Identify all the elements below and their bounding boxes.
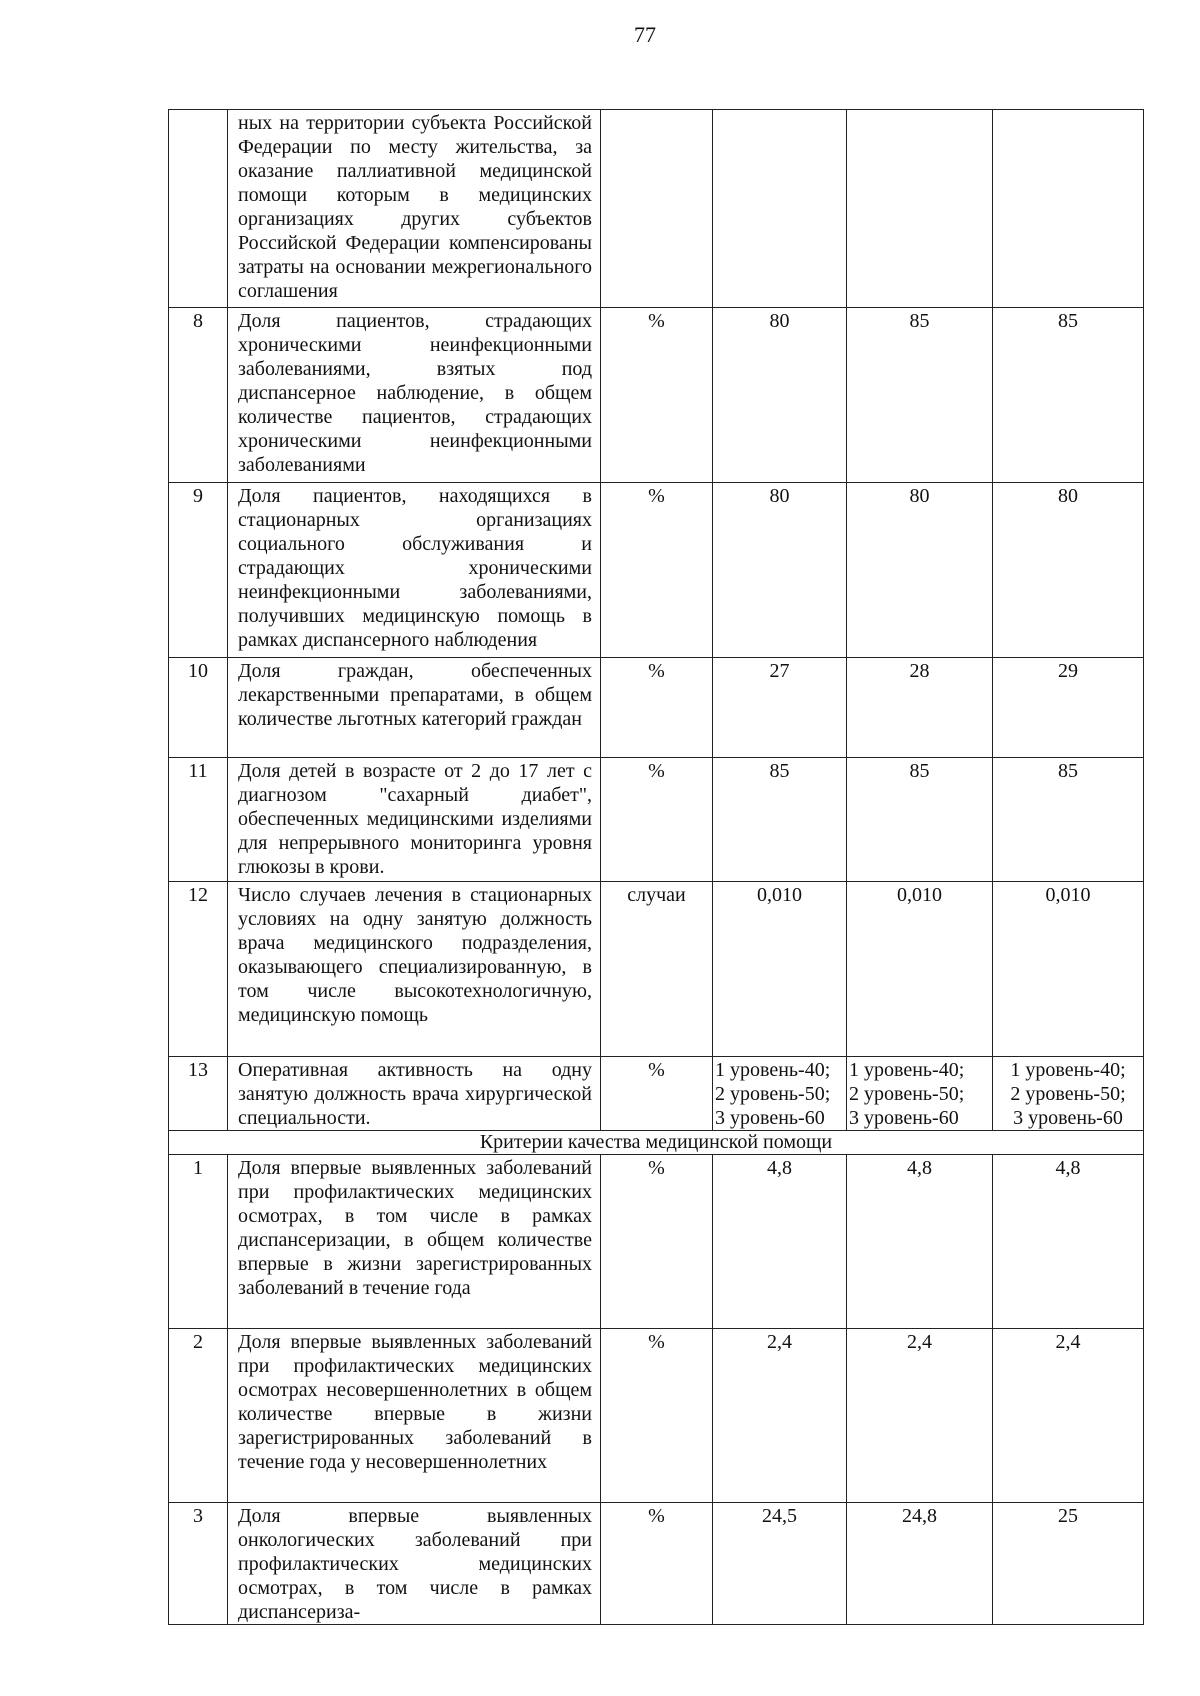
row-value-3: 0,010 [993, 882, 1144, 1057]
row-description: Число случаев лечения в стационарных условиях на одну занятую должность врача медицинского подразделения, оказывающего специализированную, в том числе высокотехнологичную, медицинскую помощь [228, 882, 601, 1057]
row-number: 3 [169, 1503, 228, 1625]
row-value-2: 28 [847, 658, 993, 758]
row-value-1: 4,8 [713, 1155, 847, 1329]
level-3-value: 3 уровень-60 [1013, 1107, 1123, 1129]
row-value-2: 4,8 [847, 1155, 993, 1329]
row-value-3 [993, 1057, 1144, 1131]
section-header-row [169, 1131, 1144, 1155]
row-number: 11 [169, 758, 228, 882]
row-value-2: 0,010 [847, 882, 993, 1057]
table-row [169, 483, 1144, 658]
row-value-3: 25 [993, 1503, 1144, 1625]
level-1-value: 1 уровень-40; [715, 1059, 831, 1081]
table-row [169, 110, 1144, 308]
table-row [169, 1155, 1144, 1329]
row-description: Доля пациентов, находящихся в стационарных организациях социального обслуживания и страдающих хроническими неинфекционными заболеваниями, получивших медицинскую помощь в рамках диспансерного наблюдения [228, 483, 601, 658]
row-unit: % [601, 483, 713, 658]
row-description: ных на территории субъекта Российской Федерации по месту жительства, за оказание паллиативной медицинской помощи которым в медицинских организациях других субъектов Российской Федерации компенсированы затраты на основании межрегионального соглашения [228, 110, 601, 308]
row-value-2: 2,4 [847, 1329, 993, 1503]
row-description: Оперативная активность на одну занятую должность врача хирургической специальности. [228, 1057, 601, 1131]
page-number: 77 [634, 22, 656, 47]
row-value-2: 85 [847, 308, 993, 483]
row-value-1 [713, 110, 847, 308]
level-3-value: 3 уровень-60 [715, 1107, 825, 1129]
row-value-3 [993, 110, 1144, 308]
row-value-1: 27 [713, 658, 847, 758]
row-value-1: 80 [713, 483, 847, 658]
row-description: Доля граждан, обеспеченных лекарственными препаратами, в общем количестве льготных категорий граждан [228, 658, 601, 758]
row-unit: % [601, 1503, 713, 1625]
table-row [169, 758, 1144, 882]
row-number: 9 [169, 483, 228, 658]
row-value-1: 85 [713, 758, 847, 882]
table-row [169, 308, 1144, 483]
row-number: 8 [169, 308, 228, 483]
indicators-table [168, 109, 1144, 1625]
level-2-value: 2 уровень-50; [849, 1083, 965, 1105]
section-header: Критерии качества медицинской помощи [169, 1131, 1144, 1155]
row-unit: случаи [601, 882, 713, 1057]
row-value-3: 85 [993, 758, 1144, 882]
level-1-value: 1 уровень-40; [1010, 1059, 1126, 1081]
row-value-2: 24,8 [847, 1503, 993, 1625]
row-value-1: 24,5 [713, 1503, 847, 1625]
row-value-3: 80 [993, 483, 1144, 658]
row-description: Доля детей в возрасте от 2 до 17 лет с диагнозом "сахарный диабет", обеспеченных медицинскими изделиями для непрерывного мониторинга уровня глюкозы в крови. [228, 758, 601, 882]
row-number [169, 110, 228, 308]
row-value-2: 85 [847, 758, 993, 882]
row-value-1: 2,4 [713, 1329, 847, 1503]
table-row [169, 1057, 1144, 1131]
row-value-1: 80 [713, 308, 847, 483]
row-description: Доля впервые выявленных заболеваний при профилактических медицинских осмотрах, в том числе в рамках диспансеризации, в общем количестве впервые в жизни зарегистрированных заболеваний в течение года [228, 1155, 601, 1329]
level-2-value: 2 уровень-50; [1010, 1083, 1126, 1105]
row-unit: % [601, 308, 713, 483]
row-value-2: 80 [847, 483, 993, 658]
row-value-1 [713, 1057, 847, 1131]
row-description: Доля впервые выявленных онкологических заболеваний при профилактических медицинских осмотрах, в том числе в рамках диспансериза- [228, 1503, 601, 1625]
row-number: 13 [169, 1057, 228, 1131]
table-row [169, 1503, 1144, 1625]
row-value-3: 2,4 [993, 1329, 1144, 1503]
table-row [169, 658, 1144, 758]
row-number: 1 [169, 1155, 228, 1329]
row-unit: % [601, 1329, 713, 1503]
row-value-1: 0,010 [713, 882, 847, 1057]
row-value-3: 29 [993, 658, 1144, 758]
row-unit: % [601, 758, 713, 882]
row-number: 12 [169, 882, 228, 1057]
row-number: 2 [169, 1329, 228, 1503]
row-number: 10 [169, 658, 228, 758]
row-value-2 [847, 110, 993, 308]
row-value-2 [847, 1057, 993, 1131]
row-value-3: 85 [993, 308, 1144, 483]
row-unit: % [601, 1155, 713, 1329]
row-description: Доля впервые выявленных заболеваний при профилактических медицинских осмотрах несовершеннолетних в общем количестве впервые в жизни зарегистрированных заболеваний в течение года у несовершеннолетних [228, 1329, 601, 1503]
row-unit: % [601, 1057, 713, 1131]
level-3-value: 3 уровень-60 [849, 1107, 959, 1129]
row-unit: % [601, 658, 713, 758]
table-row [169, 882, 1144, 1057]
row-unit [601, 110, 713, 308]
table-row [169, 1329, 1144, 1503]
row-value-3: 4,8 [993, 1155, 1144, 1329]
level-1-value: 1 уровень-40; [849, 1059, 965, 1081]
level-2-value: 2 уровень-50; [715, 1083, 831, 1105]
row-description: Доля пациентов, страдающих хроническими неинфекционными заболеваниями, взятых под диспансерное наблюдение, в общем количестве пациентов, страдающих хроническими неинфекционными заболеваниями [228, 308, 601, 483]
